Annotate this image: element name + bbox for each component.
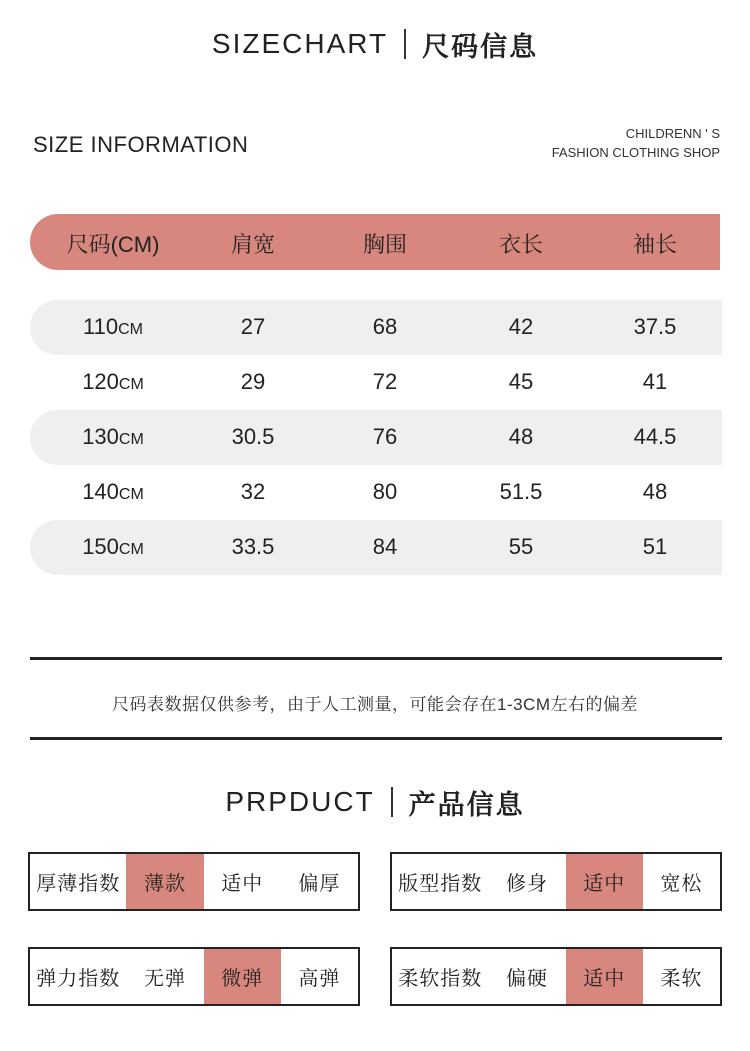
header-shoulder: 肩宽 (230, 232, 275, 257)
size-unit: CM (118, 541, 144, 558)
header-sleeve: 袖长 (632, 232, 677, 257)
index-label: 弹力指数 (36, 968, 121, 990)
size-unit: CM (118, 486, 144, 503)
size-unit: CM (118, 321, 143, 338)
row-size-cell (43, 424, 183, 450)
index-option: 偏硬 (506, 968, 549, 990)
table-cell: 84 (372, 534, 398, 559)
title-divider (404, 29, 406, 59)
index-option-selected: 适中 (566, 854, 643, 909)
index-option: 无弹 (144, 968, 187, 990)
header-chest: 胸围 (362, 232, 407, 257)
table-cell: 68 (372, 314, 398, 339)
product-index-box (28, 947, 360, 1006)
table-cell: 37.5 (633, 314, 677, 339)
index-option: 柔软 (660, 968, 703, 990)
size-unit: CM (118, 376, 144, 393)
table-cell: 42 (508, 314, 534, 339)
product-index-box (390, 947, 722, 1006)
index-option-selected: 适中 (566, 949, 643, 1004)
index-option: 偏厚 (298, 873, 341, 895)
index-label: 版型指数 (398, 873, 483, 895)
table-cell: 48 (642, 479, 668, 504)
size-value: 150 (82, 534, 119, 559)
title-en: SIZECHART (211, 28, 389, 59)
size-value: 120 (82, 369, 119, 394)
index-option: 高弹 (298, 968, 341, 990)
measurement-note: 尺码表数据仅供参考，由于人工测量，可能会存在1-3CM左右的偏差 (111, 695, 638, 714)
product-title-divider (391, 787, 393, 817)
product-title-cn: 产品信息 (408, 789, 525, 820)
table-cell: 41 (642, 369, 668, 394)
index-label: 柔软指数 (398, 968, 483, 990)
index-option: 适中 (221, 873, 264, 895)
size-value: 140 (82, 479, 119, 504)
note-rule-top (30, 657, 722, 660)
index-option: 宽松 (660, 873, 703, 895)
note-rule-bottom (30, 737, 722, 740)
table-cell: 48 (508, 424, 534, 449)
size-value: 110 (83, 314, 119, 339)
header-length: 衣长 (498, 232, 543, 257)
table-cell: 45 (508, 369, 534, 394)
row-size-cell (43, 314, 183, 340)
table-cell: 51 (642, 534, 668, 559)
table-cell: 30.5 (231, 424, 275, 449)
product-title (0, 780, 750, 824)
product-index-box (390, 852, 722, 911)
table-cell: 80 (372, 479, 398, 504)
index-label: 厚薄指数 (36, 873, 121, 895)
size-information-label: SIZE INFORMATION (33, 132, 249, 157)
table-cell: 76 (372, 424, 398, 449)
size-value: 130 (82, 424, 119, 449)
header-size: 尺码(CM) (66, 232, 160, 257)
table-cell: 29 (240, 369, 266, 394)
shop-tag-line2: FASHION CLOTHING SHOP (551, 145, 720, 160)
row-size-cell (43, 534, 183, 560)
index-option-selected: 薄款 (126, 854, 203, 909)
table-cell: 27 (240, 314, 266, 339)
table-cell: 51.5 (499, 479, 543, 504)
size-unit: CM (118, 431, 144, 448)
product-index-box (28, 852, 360, 911)
table-cell: 72 (372, 369, 398, 394)
table-cell: 33.5 (231, 534, 275, 559)
product-title-en: PRPDUCT (225, 786, 375, 817)
table-cell: 55 (508, 534, 534, 559)
index-option-selected: 微弹 (204, 949, 281, 1004)
row-size-cell (43, 479, 183, 505)
index-option: 修身 (506, 873, 549, 895)
shop-tag (552, 124, 720, 162)
row-size-cell (43, 369, 183, 395)
title-cn: 尺码信息 (422, 31, 539, 62)
sizechart-title (0, 22, 750, 66)
table-cell: 44.5 (633, 424, 677, 449)
table-cell: 32 (240, 479, 266, 504)
shop-tag-line1: CHILDRENN ' S (625, 126, 720, 141)
